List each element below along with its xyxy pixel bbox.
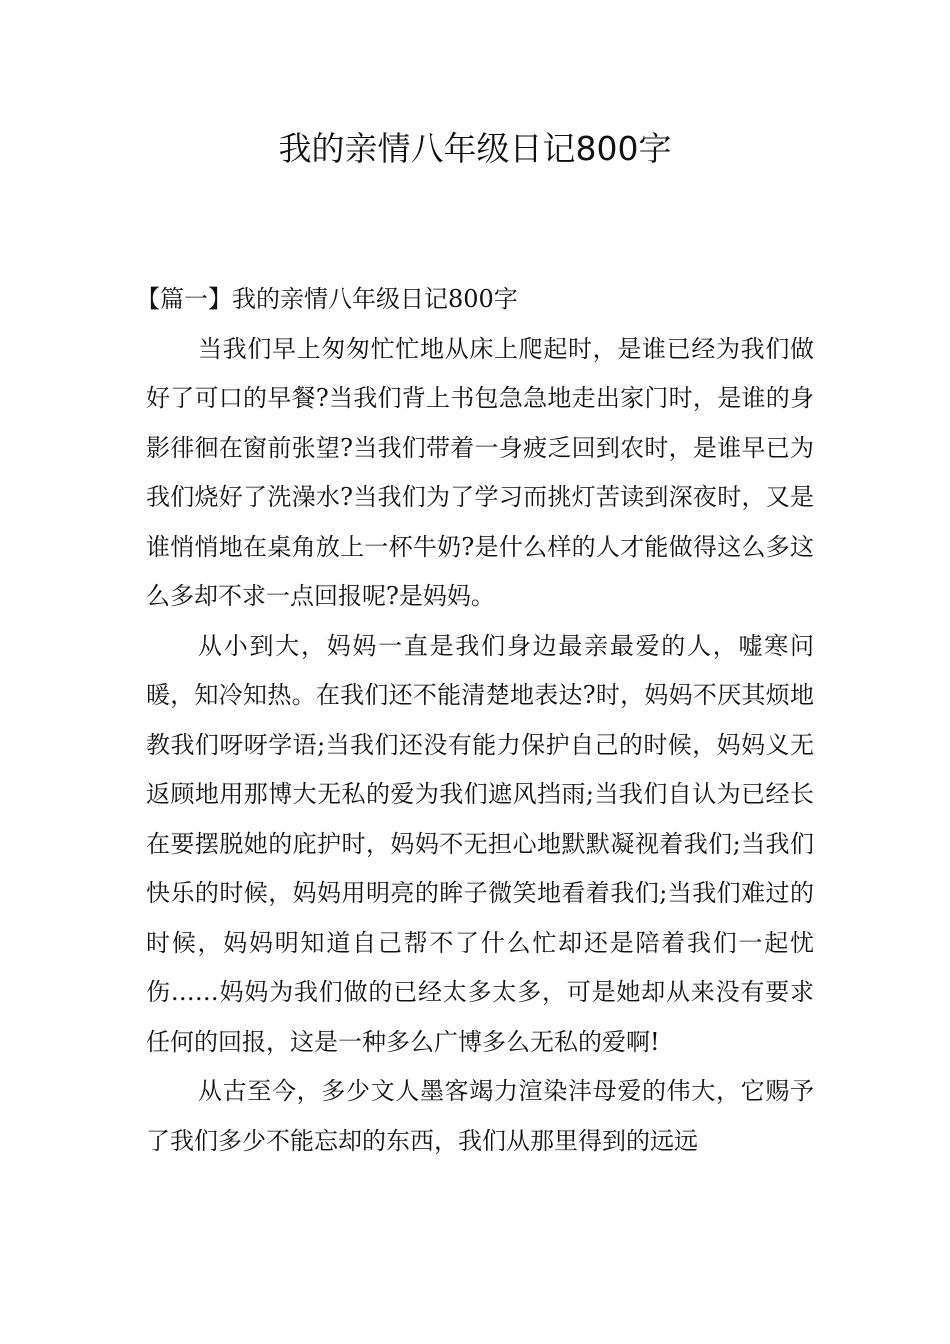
- paragraph-2: 从小到大，妈妈一直是我们身边最亲最爱的人，嘘寒问暖，知冷知热。在我们还不能清楚地表达?时，妈妈不厌其烦地教我们呀呀学语;当我们还没有能力保护自己的时候，妈妈义无返顾地用那博大无私的爱为我们遮风挡雨;当我们自认为已经长在要摆脱她的庇护时，妈妈不无担心地默默凝视着我们;当我们快乐的时候，妈妈用明亮的眸子微笑地看着我们;当我们难过的时候，妈妈明知道自己帮不了什么忙却还是陪着我们一起忧伤……妈妈为我们做的已经太多太多，可是她却从来没有要求任何的回报，这是一种多么广博多么无私的爱啊!: [146, 631, 814, 1056]
- document-body: [136, 275, 814, 1166]
- paragraph-3: 从古至今，多少文人墨客竭力渲染沣母爱的伟大，它赐予了我们多少不能忘却的东西，我们从那里得到的远远: [146, 1077, 814, 1155]
- section-heading: 【篇一】我的亲情八年级日记800字: [136, 285, 518, 313]
- page-title: 我的亲情八年级日记800字: [278, 129, 672, 168]
- paragraph-1: 当我们早上匆匆忙忙地从床上爬起时，是谁已经为我们做好了可口的早餐?当我们背上书包急急地走出家门时，是谁的身影徘徊在窗前张望?当我们带着一身疲乏回到农时，是谁早已为我们烧好了洗澡水?当我们为了学习而挑灯苦读到深夜时，又是谁悄悄地在桌角放上一杯牛奶?是什么样的人才能做得这么多这么多却不求一点回报呢?是妈妈。: [146, 334, 814, 610]
